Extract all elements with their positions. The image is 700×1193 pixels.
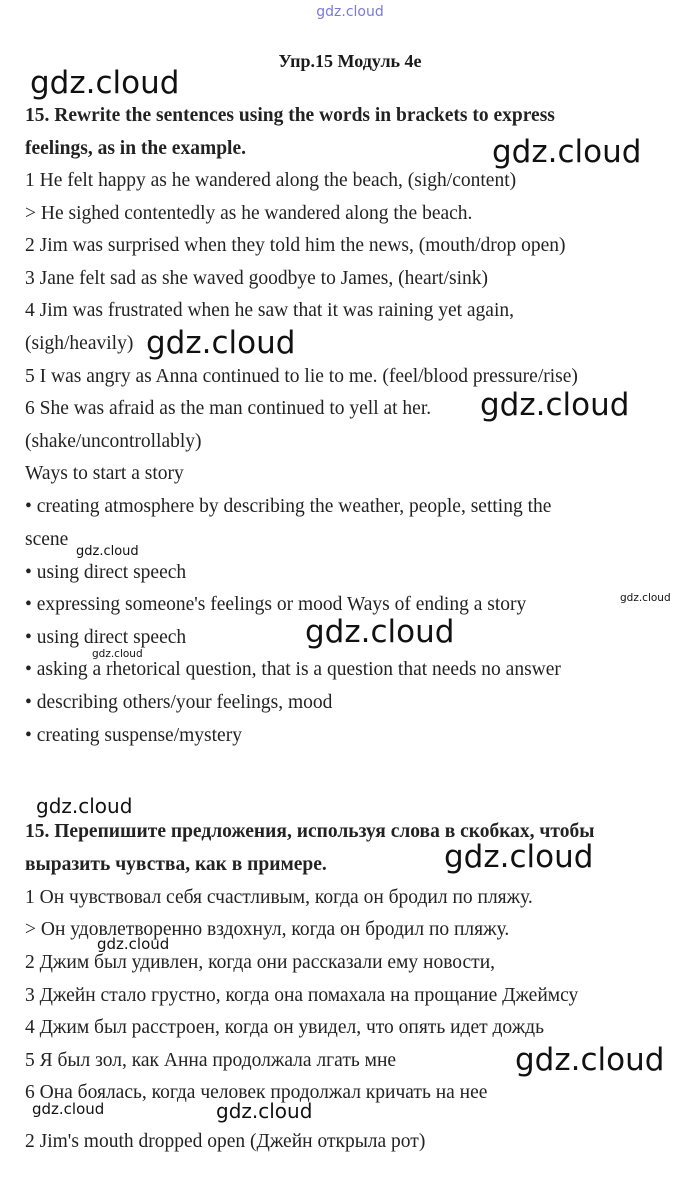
watermark: gdz.cloud <box>492 134 642 170</box>
text-line: (sigh/heavily) <box>25 333 134 354</box>
watermark: gdz.cloud <box>97 935 170 953</box>
list-item: • asking a rhetorical question, that is a question that needs no answer <box>25 659 561 680</box>
text-line: 5 I was angry as Anna continued to lie to me. (feel/blood pressure/rise) <box>25 366 578 387</box>
text-line: > Он удовлетворенно вздохнул, когда он бродил по пляжу. <box>25 919 510 940</box>
text-line: 3 Джейн стало грустно, когда она помахала на прощание Джеймсу <box>25 985 579 1006</box>
list-item: • expressing someone's feelings or mood Ways of ending a story <box>25 594 527 615</box>
text-line: 6 Она боялась, когда человек продолжал кричать на нее <box>25 1082 488 1103</box>
task-heading-ru-1: 15. Перепишите предложения, используя слова в скобках, чтобы <box>25 821 595 842</box>
watermark: gdz.cloud <box>32 1100 105 1118</box>
watermark: gdz.cloud <box>620 592 671 604</box>
list-item: • creating atmosphere by describing the weather, people, setting the <box>25 496 552 517</box>
list-item: • describing others/your feelings, mood <box>25 692 333 713</box>
task-heading-ru-2: выразить чувства, как в примере. <box>25 854 327 875</box>
list-item: • using direct speech <box>25 562 187 583</box>
text-line: 3 Jane felt sad as she waved goodbye to James, (heart/sink) <box>25 268 488 289</box>
watermark: gdz.cloud <box>480 387 630 423</box>
watermark-top: gdz.cloud <box>316 4 384 20</box>
text-line: 6 She was afraid as the man continued to yell at her. <box>25 398 432 419</box>
text-line: 1 Он чувствовал себя счастливым, когда он бродил по пляжу. <box>25 887 533 908</box>
text-line: 5 Я был зол, как Анна продолжала лгать мне <box>25 1050 397 1071</box>
list-item: scene <box>25 529 69 550</box>
watermark: gdz.cloud <box>30 65 180 101</box>
text-line: (shake/uncontrollably) <box>25 431 202 452</box>
text-line: 1 He felt happy as he wandered along the beach, (sigh/content) <box>25 170 517 191</box>
section-subheading: Ways to start a story <box>25 463 184 484</box>
text-line: 4 Джим был расстроен, когда он увидел, что опять идет дождь <box>25 1017 544 1038</box>
watermark: gdz.cloud <box>444 839 594 875</box>
text-line: 2 Джим был удивлен, когда они рассказали ему новости, <box>25 952 496 973</box>
text-line: 2 Jim's mouth dropped open (Джейн открыла рот) <box>25 1131 426 1152</box>
list-item: • using direct speech <box>25 627 187 648</box>
text-line: 4 Jim was frustrated when he saw that it was raining yet again, <box>25 300 514 321</box>
task-heading-en-1: 15. Rewrite the sentences using the words in brackets to express <box>25 105 555 126</box>
watermark: gdz.cloud <box>305 614 455 650</box>
page-title: Упр.15 Модуль 4е <box>278 51 422 71</box>
watermark: gdz.cloud <box>36 794 133 818</box>
watermark: gdz.cloud <box>146 325 296 361</box>
text-line: 2 Jim was surprised when they told him the news, (mouth/drop open) <box>25 235 566 256</box>
list-item: • creating suspense/mystery <box>25 725 242 746</box>
watermark: gdz.cloud <box>76 544 139 559</box>
watermark: gdz.cloud <box>92 648 143 660</box>
watermark: gdz.cloud <box>515 1042 665 1078</box>
text-line: > He sighed contentedly as he wandered along the beach. <box>25 203 473 224</box>
task-heading-en-2: feelings, as in the example. <box>25 138 246 159</box>
watermark: gdz.cloud <box>216 1099 313 1123</box>
